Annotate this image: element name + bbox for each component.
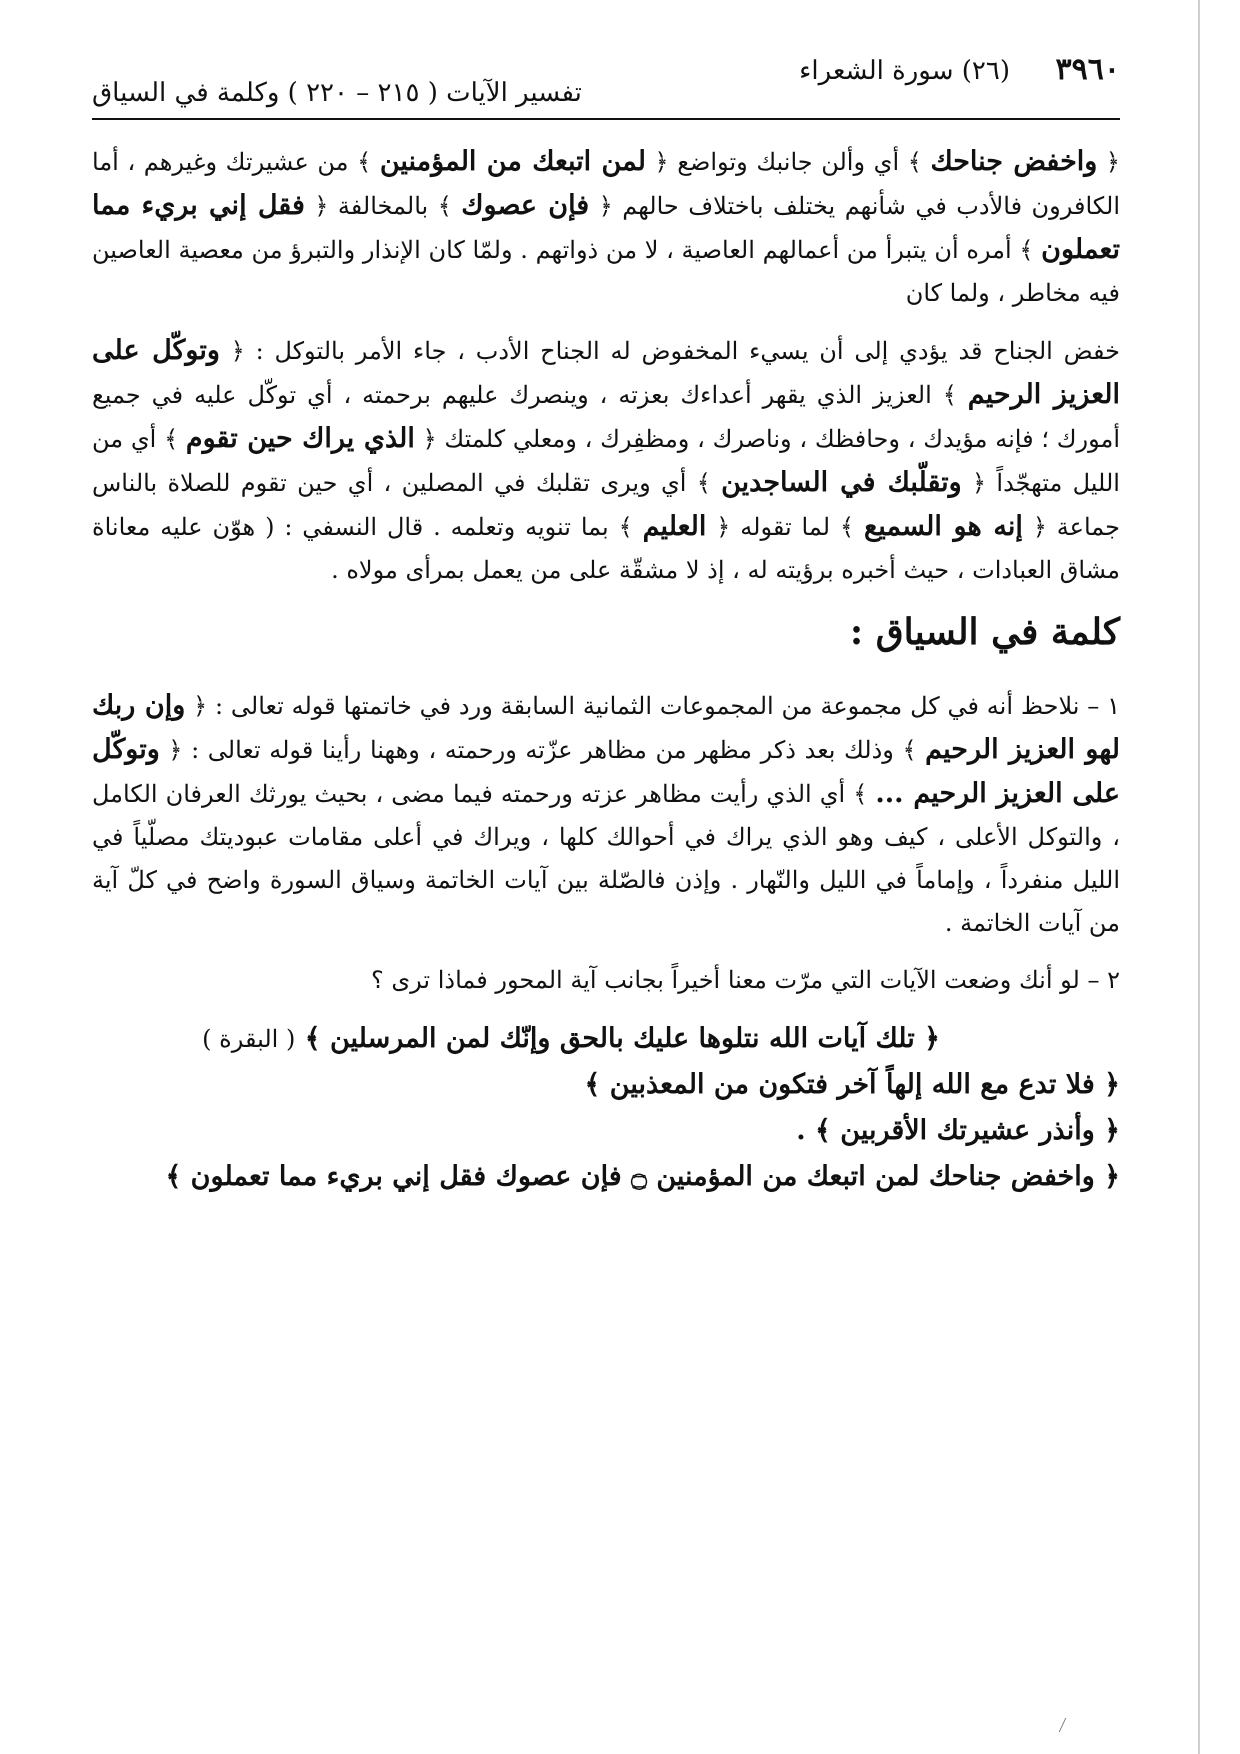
commentary-text: ﴾ أي من الليل متهجّداً ﴿ <box>92 425 1120 497</box>
quran-phrase: فإن عصوك <box>461 190 590 221</box>
page-edge-line <box>1198 0 1200 1754</box>
page-number: ٣٩٦٠ <box>1055 52 1120 87</box>
commentary-text: ﴾ بما تنويه وتعلمه . قال النسفي : ( هوّن عليه معاناة مشاق العبادات ، حيث أخبره برؤيته له ، إذ لا مشقّة على من يعمل بمرأى مولاه . <box>92 513 1120 584</box>
verse-text: واخفض جناحك لمن اتبعك من المؤمنين ۝ فإن عصوك فقل إني بريء مما تعملون <box>190 1161 1095 1192</box>
quran-phrase: وتوكّل على العزيز الرحيم ... <box>92 734 1120 809</box>
scan-mark <box>1059 1718 1077 1732</box>
bracket: ﴿ <box>1104 1161 1120 1192</box>
quran-phrase: إنه هو السميع <box>863 511 1023 542</box>
context-paragraph-2: ٢ – لو أنك وضعت الآيات التي مرّت معنا أخيراً بجانب آية المحور فماذا ترى ؟ <box>371 966 1120 994</box>
commentary-text: ﴾ أي وألن جانبك وتواضع ﴿ <box>654 148 922 176</box>
verse-line <box>92 1154 1120 1200</box>
verse-line <box>92 1108 1120 1154</box>
bracket: ﴾ <box>584 1069 601 1100</box>
commentary-text: خفض الجناح قد يؤدي إلى أن يسيء المخفوض له الجناح الأدب ، جاء الأمر بالتوكل : <box>255 337 1120 365</box>
bracket: ﴿ <box>1104 1069 1120 1100</box>
bracket: ﴿ <box>1105 148 1120 176</box>
running-title: تفسير الآيات ( ٢١٥ – ٢٢٠ ) وكلمة في السياق <box>92 78 582 108</box>
commentary-text: ١ – نلاحظ أنه في كل مجموعة من المجموعات الثمانية السابقة ورد في خاتمتها قوله تعالى : ﴿ <box>193 692 1120 720</box>
verse-line <box>92 1062 1120 1108</box>
commentary-text: ﴾ أي ويرى تقلبك في المصلين ، أي حين تقوم للصلاة بالناس جماعة ﴿ <box>92 469 1120 541</box>
bracket: ﴿ <box>924 1023 940 1054</box>
bracket: ﴿ <box>1104 1115 1120 1146</box>
verse-text: تلك آيات الله نتلوها عليك بالحق وإنّك لمن المرسلين <box>329 1023 915 1054</box>
bracket: ﴾ <box>304 1023 321 1054</box>
verse-text: فلا تدع مع الله إلهاً آخر فتكون من المعذبين <box>609 1069 1095 1100</box>
commentary-text: ﴾ العزيز الذي يقهر أعداءك بعزته ، وينصرك عليهم برحمته ، أي توكّل عليه في جميع أمورك ؛ فإنه مؤيدك ، وحافظك ، وناصرك ، ومظفِرك ، ومعلي كلمتك ﴿ <box>92 381 1120 453</box>
quran-phrase: وإن ربك لهو العزيز الرحيم <box>92 690 1120 765</box>
commentary-text: ﴾ أمره أن يتبرأ من أعمالهم العاصية ، لا من ذواتهم . ولمّا كان الإنذار والتبرؤ من معصية العاصين فيه مخاطر ، ولما كان <box>92 236 1120 307</box>
verse-text: وأنذر عشيرتك الأقربين <box>840 1115 1095 1146</box>
verse-line <box>92 1016 1120 1062</box>
bracket: ﴿ <box>230 337 245 365</box>
header-rule <box>92 118 1120 120</box>
commentary-text: ﴾ وذلك بعد ذكر مظهر من مظاهر عزّته ورحمته ، وههنا رأينا قوله تعالى : ﴿ <box>168 736 917 764</box>
quran-phrase: واخفض جناحك <box>930 146 1098 177</box>
verse-reference: ( البقرة ) <box>202 1025 296 1053</box>
surah-label: (٢٦) سورة الشعراء <box>799 56 1010 86</box>
bracket: ﴾ <box>165 1161 182 1192</box>
quran-phrase: لمن اتبعك من المؤمنين <box>379 146 646 177</box>
page-body <box>92 140 1120 1200</box>
commentary-text: ﴾ أي الذي رأيت مظاهر عزته ورحمته فيما مضى ، بحيث يورثك العرفان الكامل ، والتوكل الأعلى ، كيف وهو الذي يراك في أحوالك كلها ، ويراك في أعلى مقامات عبوديتك مصلّياً في الليل منفرداً ، وإماماً في الليل والنّهار . وإذن فالصّلة بين آيات الخاتمة وسياق السورة واضح في كلّ آية من آيات الخاتمة . <box>92 780 1120 937</box>
quran-phrase: الذي يراك حين تقوم <box>185 423 415 454</box>
bracket: ﴾ . <box>796 1115 831 1146</box>
commentary-text: ﴾ من عشيرتك وغيرهم ، أما الكافرون فالأدب في شأنهم يختلف باختلاف حالهم ﴿ <box>92 148 1121 220</box>
commentary-text: ﴾ لما تقوله ﴿ <box>716 513 855 541</box>
tafsir-paragraph-1 <box>92 140 1120 315</box>
commentary-text: ﴾ بالمخالفة ﴿ <box>314 192 452 220</box>
page-header <box>92 52 1120 108</box>
quran-phrase: العليم <box>642 511 707 542</box>
quran-phrase: فقل إني بريء مما تعملون <box>92 190 1120 265</box>
quran-phrase: وتقلّبك في الساجدين <box>721 467 962 498</box>
quran-phrase: وتوكّل على العزيز الرحيم <box>92 335 1120 410</box>
section-heading: كلمة في السياق : <box>849 611 1120 653</box>
tafsir-paragraph-2 <box>92 329 1120 592</box>
context-paragraph-1 <box>92 684 1120 945</box>
